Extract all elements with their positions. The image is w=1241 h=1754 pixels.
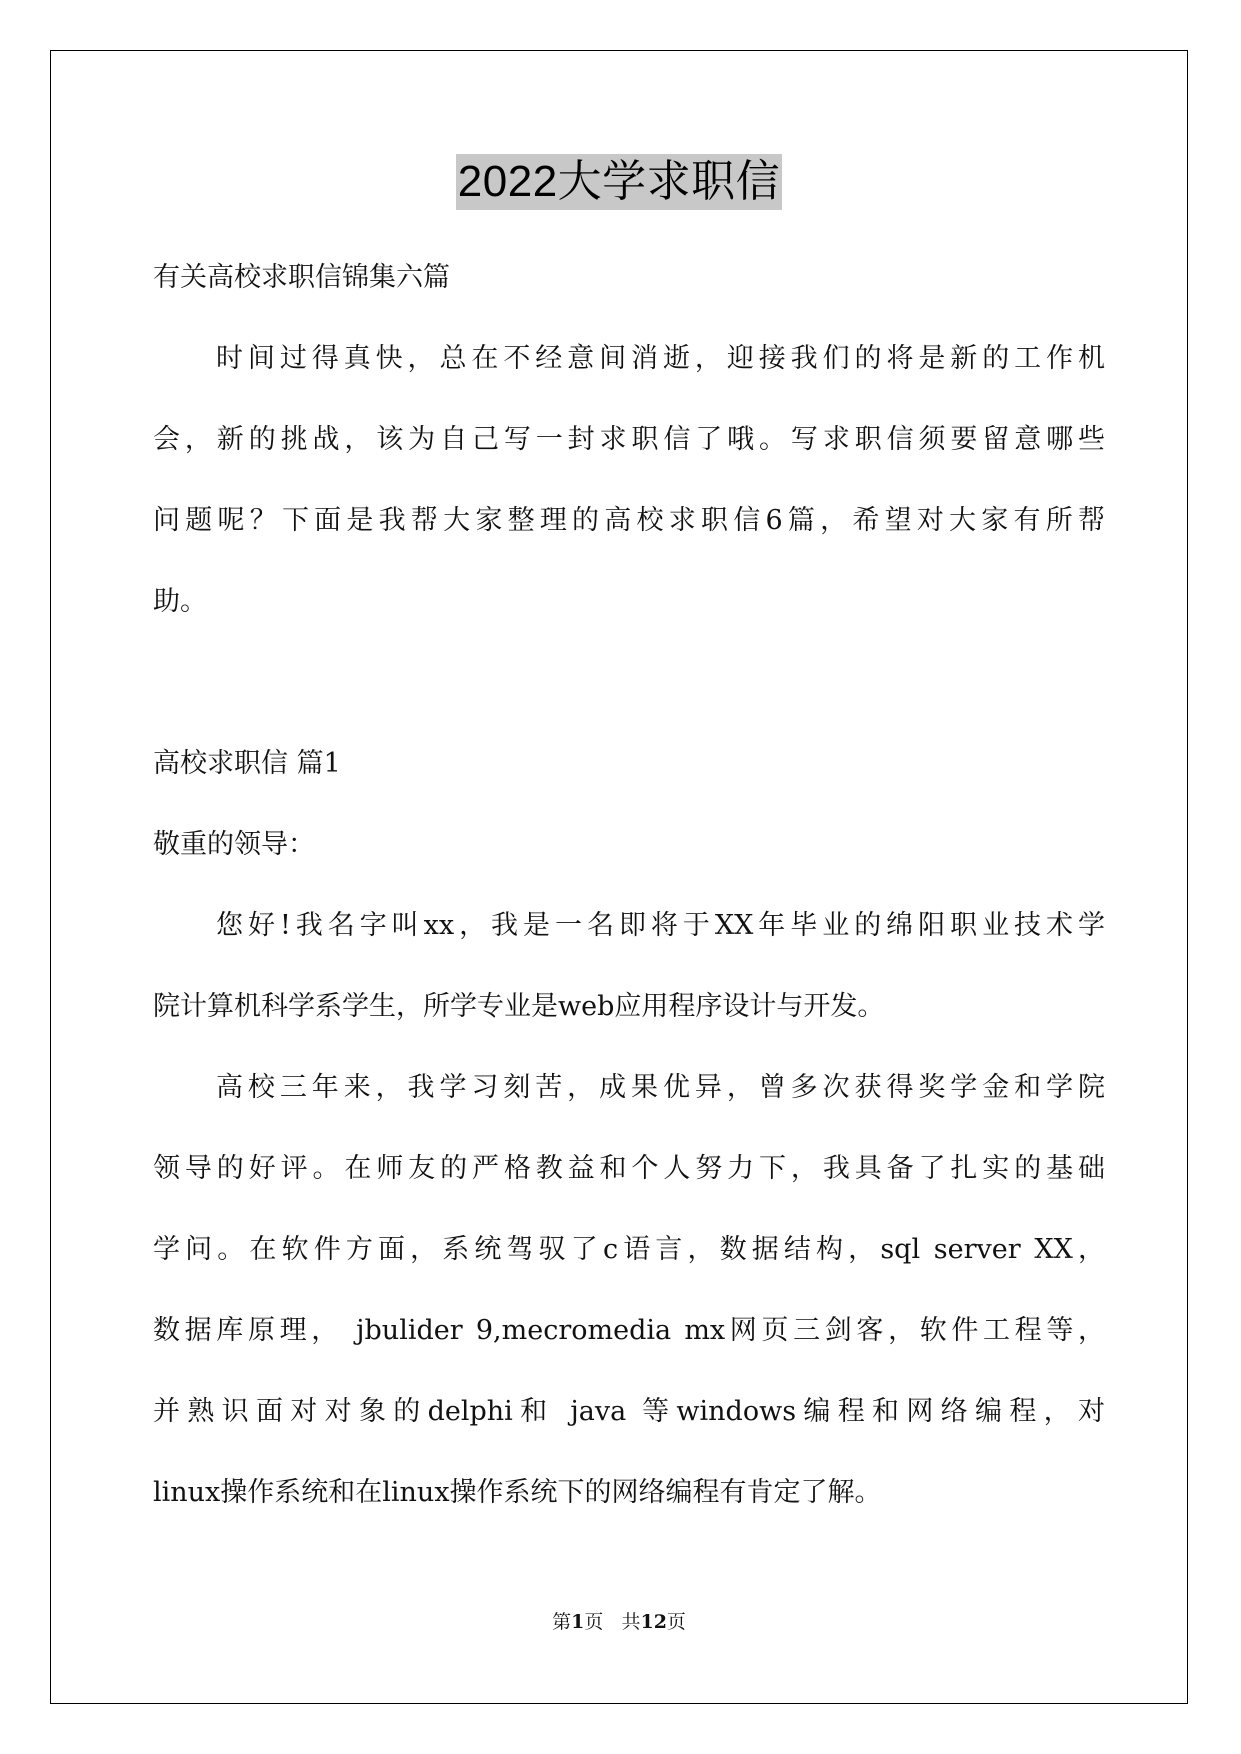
text-line: 有关高校求职信锦集六篇 bbox=[153, 262, 450, 293]
title-wrap bbox=[51, 154, 1187, 210]
text-line: 您好!我名字叫xx，我是一名即将于XX年毕业的绵阳职业技术学 bbox=[216, 910, 1105, 941]
page-footer bbox=[51, 1607, 1187, 1634]
text-line: 敬重的领导： bbox=[153, 829, 315, 860]
text-line: 会，新的挑战，该为自己写一封求职信了哦。写求职信须要留意哪些 bbox=[153, 424, 1105, 455]
text-line: 并熟识面对对象的delphi和 java 等windows编程和网络编程，对 bbox=[153, 1396, 1105, 1427]
document-title: 2022大学求职信 bbox=[456, 154, 782, 210]
document-body bbox=[153, 237, 1105, 1533]
text-line: 助。 bbox=[153, 586, 207, 617]
footer-prefix: 第 bbox=[552, 1611, 572, 1633]
footer-page-suffix: 页 bbox=[584, 1611, 604, 1633]
document-page bbox=[50, 50, 1188, 1704]
text-line: 学问。在软件方面，系统驾驭了c语言，数据结构，sql server XX， bbox=[153, 1234, 1105, 1265]
text-line: 高校三年来，我学习刻苦，成果优异，曾多次获得奖学金和学院 bbox=[216, 1072, 1105, 1103]
text-line: 领导的好评。在师友的严格教益和个人努力下，我具备了扎实的基础 bbox=[153, 1153, 1105, 1184]
footer-total-suffix: 页 bbox=[666, 1611, 686, 1633]
footer-total-pages: 12 bbox=[640, 1611, 667, 1633]
paragraph-gap bbox=[153, 642, 1105, 723]
text-line: 时间过得真快，总在不经意间消逝，迎接我们的将是新的工作机 bbox=[216, 343, 1105, 374]
footer-total-prefix: 共 bbox=[621, 1611, 641, 1633]
text-line: linux操作系统和在linux操作系统下的网络编程有肯定了解。 bbox=[153, 1477, 882, 1508]
text-line: 高校求职信 篇1 bbox=[153, 748, 341, 779]
text-line: 数据库原理， jbulider 9,mecromedia mx网页三剑客，软件工程等， bbox=[153, 1315, 1105, 1346]
text-line: 院计算机科学系学生，所学专业是web应用程序设计与开发。 bbox=[153, 991, 885, 1022]
footer-page-number: 1 bbox=[571, 1611, 585, 1633]
text-line: 问题呢？下面是我帮大家整理的高校求职信6篇，希望对大家有所帮 bbox=[153, 505, 1105, 536]
